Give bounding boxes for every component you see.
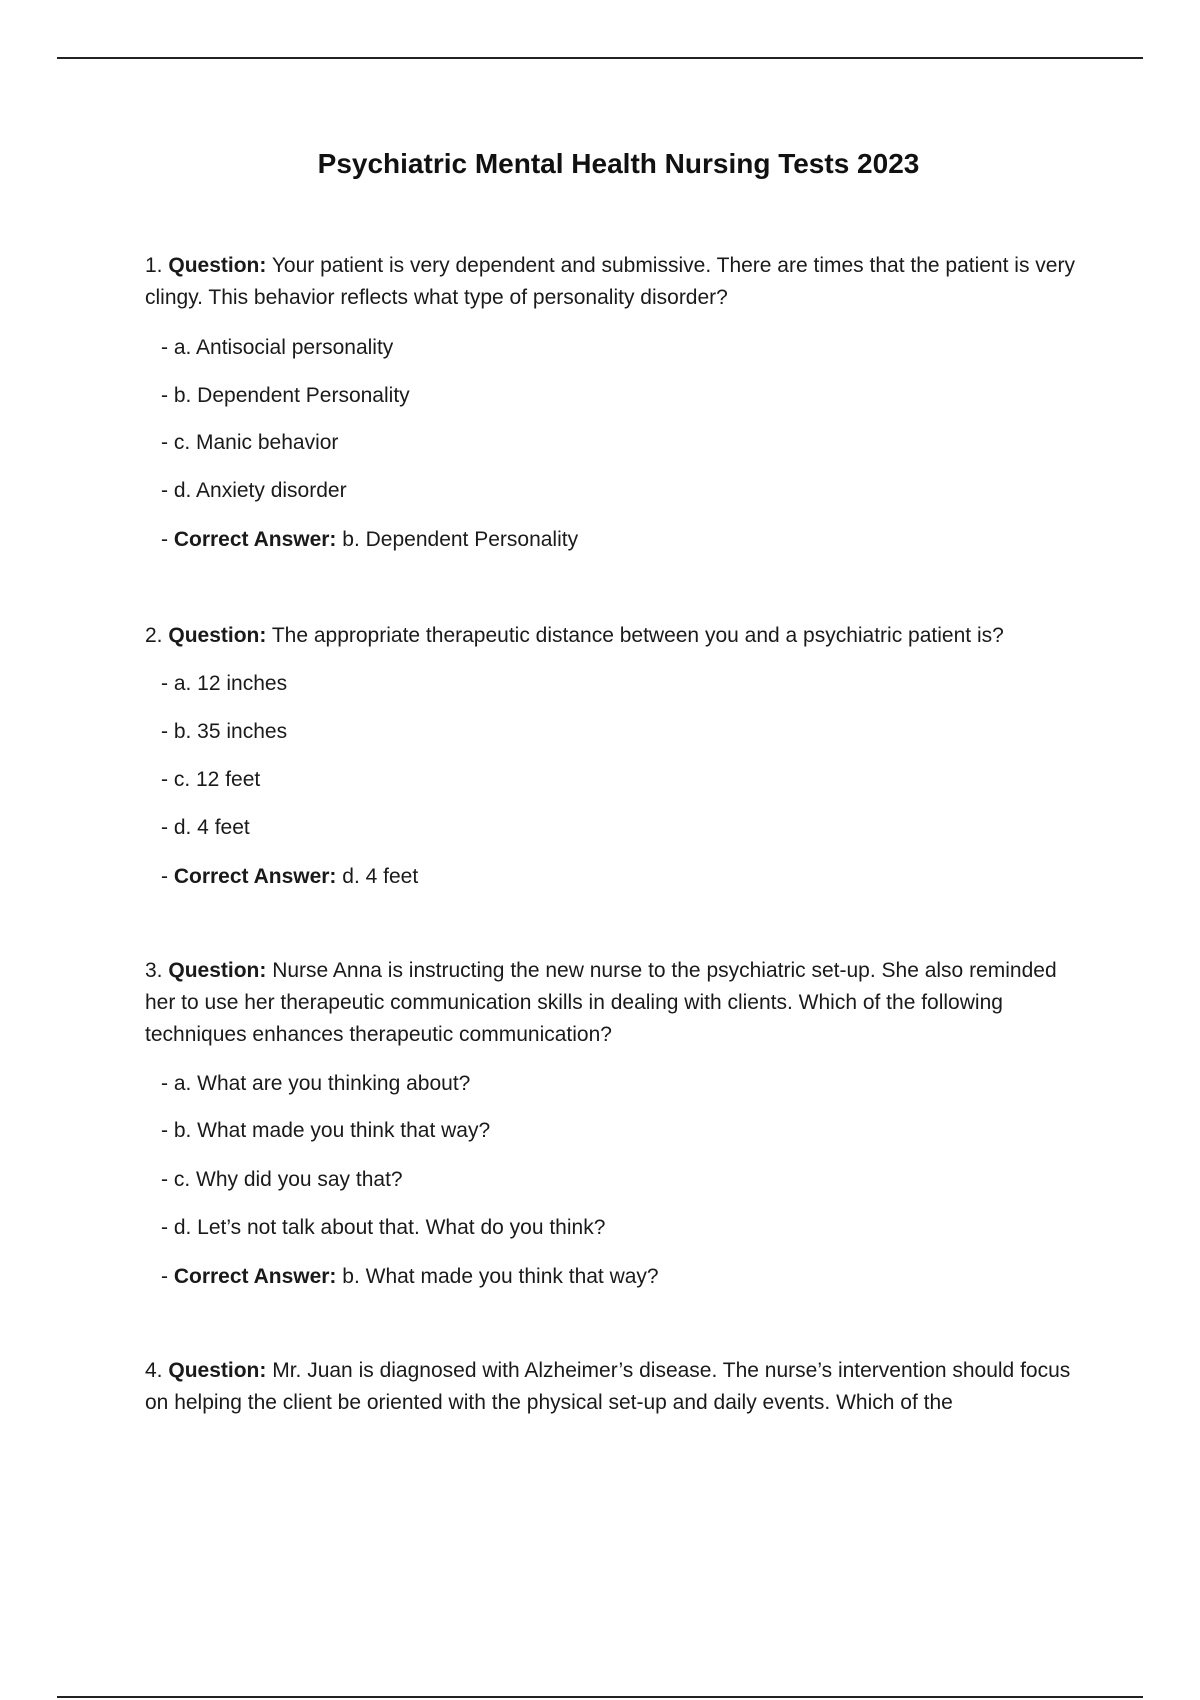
question-2 xyxy=(145,620,1085,652)
option-a: - a. What are you thinking about? xyxy=(161,1072,471,1095)
question-number: 1. xyxy=(145,254,163,277)
option-d: - d. 4 feet xyxy=(161,816,250,839)
page-title: Psychiatric Mental Health Nursing Tests 2023 xyxy=(317,148,920,179)
question-label: Question: xyxy=(168,624,267,647)
question-label: Question: xyxy=(168,254,267,277)
answer-text: d. 4 feet xyxy=(342,865,419,888)
option-c: - c. 12 feet xyxy=(161,768,261,791)
answer-text: b. Dependent Personality xyxy=(342,528,579,551)
bottom-rule xyxy=(57,1696,1143,1698)
option-c: - c. Manic behavior xyxy=(161,431,339,454)
question-text: Your patient is very dependent and submissive. There are times that the patient is very clingy. This behavior reflects what type of personality disorder? xyxy=(145,254,1075,309)
question-text: Nurse Anna is instructing the new nurse to the psychiatric set-up. She also reminded her to use her therapeutic communication skills in dealing with clients. Which of the following techniques enhances therapeutic communication? xyxy=(145,959,1057,1046)
correct-answer: - Correct Answer: b. Dependent Personality xyxy=(161,528,579,551)
option-a: - a. 12 inches xyxy=(161,672,288,695)
question-4 xyxy=(145,1355,1085,1419)
answer-label: Correct Answer: xyxy=(173,1265,337,1288)
question-text: The appropriate therapeutic distance between you and a psychiatric patient is? xyxy=(271,624,1004,647)
option-b: - b. 35 inches xyxy=(161,720,288,743)
question-1 xyxy=(145,250,1085,314)
option-b: - b. What made you think that way? xyxy=(161,1119,491,1142)
question-number: 2. xyxy=(145,624,163,647)
correct-answer: - Correct Answer: d. 4 feet xyxy=(161,865,419,888)
question-label: Question: xyxy=(168,1359,267,1382)
top-rule xyxy=(57,57,1143,59)
option-d: - d. Anxiety disorder xyxy=(161,479,347,502)
correct-answer: - Correct Answer: b. What made you think that way? xyxy=(161,1265,659,1288)
option-c: - c. Why did you say that? xyxy=(161,1168,403,1191)
option-b: - b. Dependent Personality xyxy=(161,384,410,407)
question-number: 4. xyxy=(145,1359,163,1382)
option-a: - a. Antisocial personality xyxy=(161,336,394,359)
question-number: 3. xyxy=(145,959,163,982)
answer-label: Correct Answer: xyxy=(173,865,337,888)
answer-text: b. What made you think that way? xyxy=(342,1265,659,1288)
answer-label: Correct Answer: xyxy=(173,528,337,551)
question-label: Question: xyxy=(168,959,267,982)
option-d: - d. Let’s not talk about that. What do you think? xyxy=(161,1216,606,1239)
question-3 xyxy=(145,955,1085,1051)
question-text: Mr. Juan is diagnosed with Alzheimer’s disease. The nurse’s intervention should focus on helping the client be oriented with the physical set-up and daily events. Which of the xyxy=(145,1359,1071,1414)
